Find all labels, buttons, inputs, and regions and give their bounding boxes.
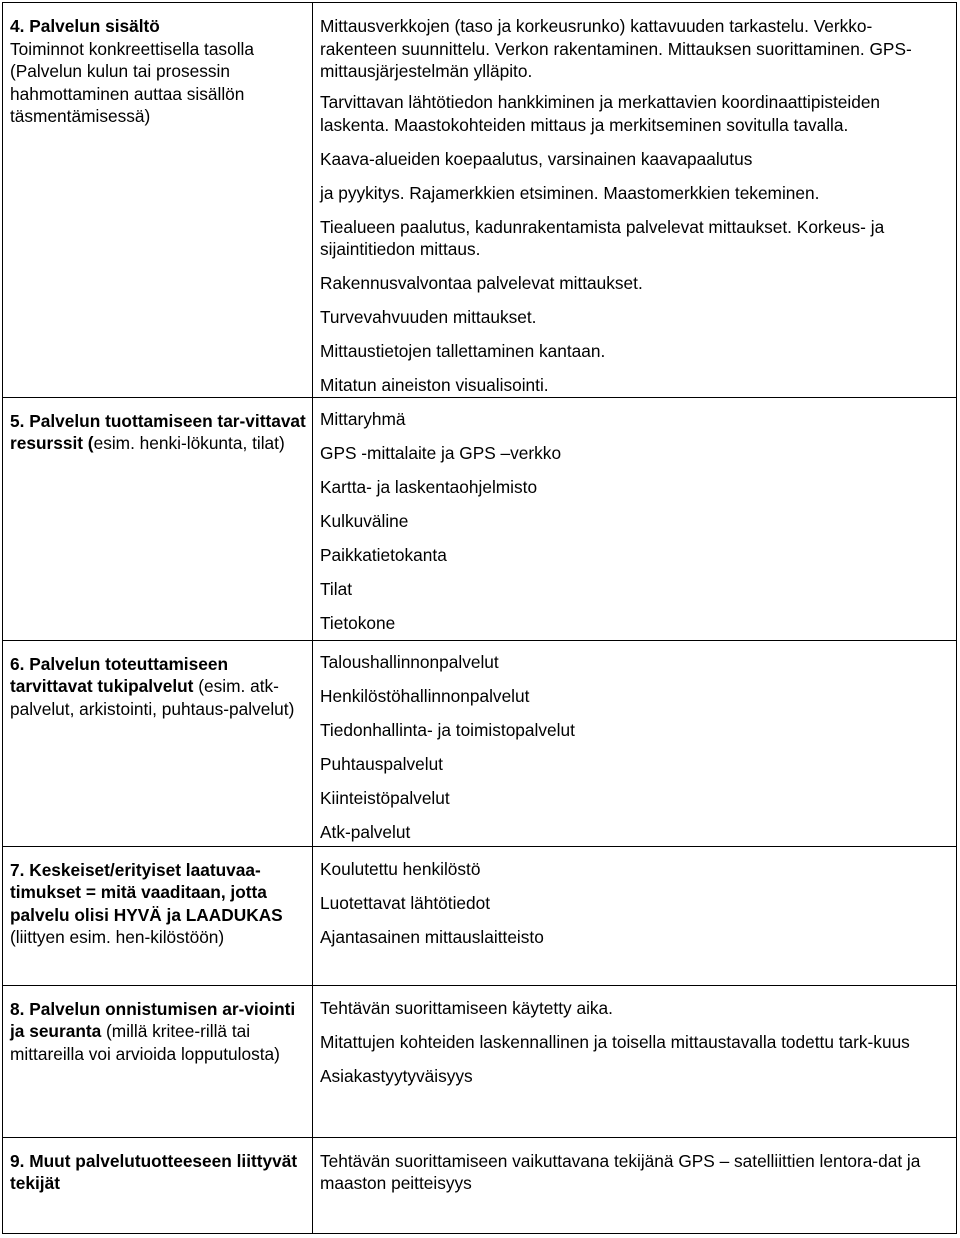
- heading-bold-text: 7. Keskeiset/erityiset laatuvaa-timukset = mitä vaaditaan, jotta palvelu olisi HYVÄ ja LAADUKAS: [10, 859, 283, 925]
- content-item: Tehtävän suorittamiseen käytetty aika.: [320, 997, 613, 1018]
- content-item: Kiinteistöpalvelut: [320, 787, 450, 808]
- table-row: [3, 640, 957, 846]
- content-item: Henkilöstöhallinnonpalvelut: [320, 685, 530, 706]
- content-item: Kulkuväline: [320, 510, 409, 531]
- content-item: Mittaustietojen tallettaminen kantaan.: [320, 341, 606, 361]
- table-row: [3, 1137, 957, 1234]
- row-heading-cell: [3, 3, 313, 398]
- content-item: Tietokone: [320, 612, 396, 633]
- row-heading: [10, 410, 306, 455]
- service-description-table: [2, 2, 957, 1234]
- heading-text: (liittyen esim. hen-kilöstöön): [10, 927, 225, 948]
- content-item: Luotettavat lähtötiedot: [320, 892, 491, 913]
- content-item: GPS -mittalaite ja GPS –verkko: [320, 442, 562, 463]
- content-item: Koulutettu henkilöstö: [320, 858, 481, 879]
- table-row: [3, 397, 957, 640]
- heading-bold-text: 4. Palvelun sisältö: [10, 16, 160, 36]
- heading-text: (millä kritee-rillä tai mittareilla voi arvioida lopputulosta): [10, 1021, 280, 1064]
- content-item: Rakennusvalvontaa palvelevat mittaukset.: [320, 273, 643, 293]
- heading-bold-text: 9. Muut palvelutuotteeseen liittyvät tekijät: [10, 1150, 298, 1194]
- content-item: Taloushallinnonpalvelut: [320, 651, 499, 672]
- row-heading: [10, 1150, 306, 1195]
- row-content-cell: [313, 640, 957, 846]
- content-item: Atk-palvelut: [320, 821, 411, 842]
- content-item: Mittaryhmä: [320, 408, 406, 429]
- row-heading-cell: [3, 846, 313, 985]
- heading-text: esim. henki-lökunta, tilat): [93, 433, 285, 454]
- row-content-cell: [313, 3, 957, 398]
- table-row: [3, 3, 957, 398]
- content-item: ja pyykitys. Rajamerkkien etsiminen. Maastomerkkien tekeminen.: [320, 182, 820, 203]
- row-content-cell: [313, 1137, 957, 1234]
- heading-bold-text: 5. Palvelun tuottamiseen tar-vittavat resurssit (: [10, 410, 306, 454]
- row-heading: [10, 653, 306, 721]
- content-item: Paikkatietokanta: [320, 544, 447, 565]
- row-heading: [10, 859, 306, 949]
- row-heading-cell: [3, 985, 313, 1137]
- content-item: Asiakastyytyväisyys: [320, 1065, 473, 1086]
- content-item: Tilat: [320, 578, 353, 599]
- table-row: [3, 846, 957, 985]
- row-heading: [10, 15, 306, 128]
- row-heading-cell: [3, 397, 313, 640]
- row-heading-cell: [3, 640, 313, 846]
- heading-bold-text: 6. Palvelun toteuttamiseen tarvittavat tukipalvelut: [10, 653, 228, 697]
- row-content-cell: [313, 985, 957, 1137]
- content-item: Ajantasainen mittauslaitteisto: [320, 926, 544, 947]
- content-item: Turvevahvuuden mittaukset.: [320, 307, 537, 327]
- content-item: Mitattujen kohteiden laskennallinen ja toisella mittaustavalla todettu tark-kuus: [320, 1031, 910, 1052]
- row-content-cell: [313, 846, 957, 985]
- content-item: Puhtauspalvelut: [320, 753, 443, 774]
- content-item: Mitatun aineiston visualisointi.: [320, 375, 549, 395]
- heading-bold-text: 8. Palvelun onnistumisen ar-viointi ja seuranta: [10, 998, 296, 1042]
- row-content-cell: [313, 397, 957, 640]
- row-heading: [10, 998, 306, 1066]
- content-item: Mittausverkkojen (taso ja korkeusrunko) kattavuuden tarkastelu. Verkko-rakenteen suunnittelu. Verkon rakentaminen. Mittauksen suorittaminen. GPS-mittausjärjestelmän ylläpito.: [320, 16, 912, 81]
- content-item: Tehtävän suorittamiseen vaikuttavana tekijänä GPS – satelliittien lentora-dat ja maaston peitteisyys: [320, 1150, 921, 1193]
- content-item: Tiedonhallinta- ja toimistopalvelut: [320, 719, 575, 740]
- content-item: Kaava-alueiden koepaalutus, varsinainen kaavapaalutus: [320, 148, 753, 169]
- row-heading-cell: [3, 1137, 313, 1234]
- content-item: Tiealueen paalutus, kadunrakentamista palvelevat mittaukset. Korkeus- ja sijaintitiedon mittaus.: [320, 216, 885, 259]
- heading-text: Toiminnot konkreettisella tasolla (Palvelun kulun tai prosessin hahmottaminen auttaa sisällön täsmentämisessä): [10, 38, 254, 127]
- content-item: Kartta- ja laskentaohjelmisto: [320, 476, 538, 497]
- content-item: Tarvittavan lähtötiedon hankkiminen ja merkattavien koordinaattipisteiden laskenta. Maastokohteiden mittaus ja merkitseminen sovitulla tavalla.: [320, 92, 881, 135]
- table-row: [3, 985, 957, 1137]
- heading-text: (esim. atk-palvelut, arkistointi, puhtaus-palvelut): [10, 676, 295, 719]
